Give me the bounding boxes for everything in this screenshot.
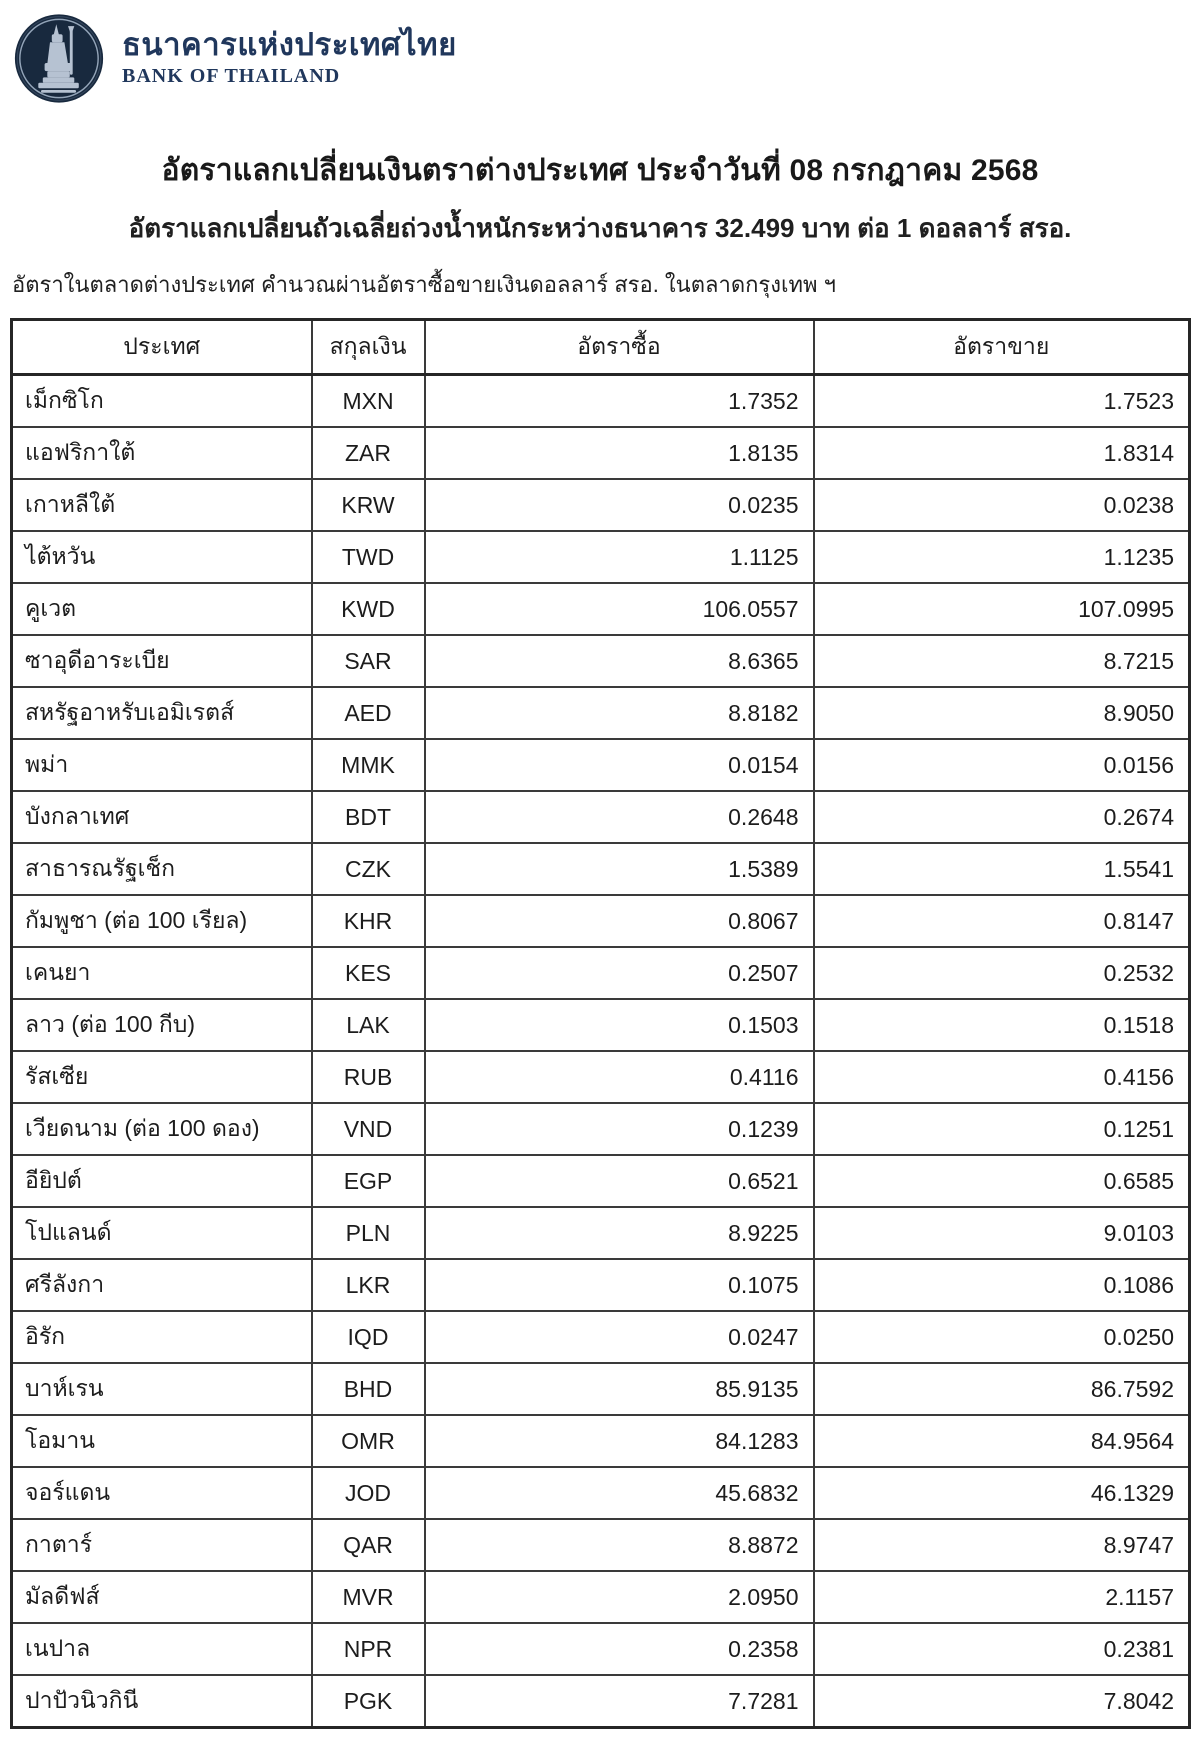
sell-rate-cell: 0.2674	[814, 791, 1190, 843]
buy-rate-cell: 0.0235	[425, 479, 814, 531]
buy-rate-cell: 0.1503	[425, 999, 814, 1051]
buy-rate-cell: 0.4116	[425, 1051, 814, 1103]
table-row	[12, 531, 1190, 583]
currency-code-cell: MVR	[312, 1571, 425, 1623]
buy-rate-cell: 0.6521	[425, 1155, 814, 1207]
sell-rate-cell: 0.2381	[814, 1623, 1190, 1675]
country-cell: บังกลาเทศ	[12, 791, 312, 843]
country-cell: โปแลนด์	[12, 1207, 312, 1259]
buy-rate-cell: 7.7281	[425, 1675, 814, 1728]
country-cell: เวียดนาม (ต่อ 100 ดอง)	[12, 1103, 312, 1155]
table-row	[12, 1623, 1190, 1675]
table-row	[12, 843, 1190, 895]
country-cell: สาธารณรัฐเช็ก	[12, 843, 312, 895]
currency-code-cell: BDT	[312, 791, 425, 843]
buy-rate-cell: 0.8067	[425, 895, 814, 947]
currency-code-cell: PGK	[312, 1675, 425, 1728]
table-header-row	[12, 320, 1190, 375]
table-row	[12, 479, 1190, 531]
page-title: อัตราแลกเปลี่ยนเงินตราต่างประเทศ ประจำวันที่ 08 กรกฎาคม 2568	[161, 154, 1039, 187]
currency-code-cell: KHR	[312, 895, 425, 947]
sell-rate-cell: 8.9050	[814, 687, 1190, 739]
sell-rate-cell: 0.1086	[814, 1259, 1190, 1311]
country-cell: ไต้หวัน	[12, 531, 312, 583]
table-row	[12, 1363, 1190, 1415]
buy-rate-cell: 0.2648	[425, 791, 814, 843]
column-header-currency: สกุลเงิน	[312, 320, 425, 375]
table-row	[12, 427, 1190, 479]
sell-rate-cell: 1.5541	[814, 843, 1190, 895]
currency-code-cell: VND	[312, 1103, 425, 1155]
buy-rate-cell: 8.9225	[425, 1207, 814, 1259]
sell-rate-cell: 8.9747	[814, 1519, 1190, 1571]
buy-rate-cell: 0.1239	[425, 1103, 814, 1155]
exchange-rate-table	[10, 318, 1191, 1729]
table-row	[12, 1519, 1190, 1571]
country-cell: กัมพูชา (ต่อ 100 เรียล)	[12, 895, 312, 947]
sell-rate-cell: 0.0250	[814, 1311, 1190, 1363]
table-row	[12, 1311, 1190, 1363]
sell-rate-cell: 0.0238	[814, 479, 1190, 531]
bank-of-thailand-logo	[14, 12, 104, 105]
country-cell: กาตาร์	[12, 1519, 312, 1571]
country-cell: บาห์เรน	[12, 1363, 312, 1415]
country-cell: ลาว (ต่อ 100 กีบ)	[12, 999, 312, 1051]
table-row	[12, 1155, 1190, 1207]
bank-header	[0, 0, 1200, 107]
table-row	[12, 947, 1190, 999]
buy-rate-cell: 0.2507	[425, 947, 814, 999]
country-cell: จอร์แดน	[12, 1467, 312, 1519]
country-cell: สหรัฐอาหรับเอมิเรตส์	[12, 687, 312, 739]
country-cell: เกาหลีใต้	[12, 479, 312, 531]
country-cell: เม็กซิโก	[12, 375, 312, 428]
sell-rate-cell: 2.1157	[814, 1571, 1190, 1623]
table-row	[12, 1467, 1190, 1519]
bank-name-block	[122, 28, 457, 87]
currency-code-cell: NPR	[312, 1623, 425, 1675]
table-row	[12, 375, 1190, 428]
sell-rate-cell: 9.0103	[814, 1207, 1190, 1259]
currency-code-cell: OMR	[312, 1415, 425, 1467]
table-row	[12, 1571, 1190, 1623]
currency-code-cell: MXN	[312, 375, 425, 428]
currency-code-cell: KRW	[312, 479, 425, 531]
buy-rate-cell: 84.1283	[425, 1415, 814, 1467]
table-row	[12, 999, 1190, 1051]
table-row	[12, 583, 1190, 635]
currency-code-cell: LAK	[312, 999, 425, 1051]
table-row	[12, 635, 1190, 687]
country-cell: รัสเซีย	[12, 1051, 312, 1103]
table-row	[12, 895, 1190, 947]
column-header-sell-rate: อัตราขาย	[814, 320, 1190, 375]
currency-code-cell: KWD	[312, 583, 425, 635]
buy-rate-cell: 0.1075	[425, 1259, 814, 1311]
sell-rate-cell: 0.4156	[814, 1051, 1190, 1103]
bank-name-english: BANK OF THAILAND	[122, 65, 341, 88]
currency-code-cell: RUB	[312, 1051, 425, 1103]
page-subtitle: อัตราแลกเปลี่ยนถัวเฉลี่ยถ่วงน้ำหนักระหว่างธนาคาร 32.499 บาท ต่อ 1 ดอลลาร์ สรอ.	[128, 213, 1072, 243]
currency-code-cell: QAR	[312, 1519, 425, 1571]
table-row	[12, 1259, 1190, 1311]
buy-rate-cell: 8.8182	[425, 687, 814, 739]
buy-rate-cell: 8.8872	[425, 1519, 814, 1571]
country-cell: ปาปัวนิวกินี	[12, 1675, 312, 1728]
buy-rate-cell: 1.1125	[425, 531, 814, 583]
currency-code-cell: PLN	[312, 1207, 425, 1259]
sell-rate-cell: 0.8147	[814, 895, 1190, 947]
country-cell: ซาอุดีอาระเบีย	[12, 635, 312, 687]
market-note: อัตราในตลาดต่างประเทศ คำนวณผ่านอัตราซื้อขายเงินดอลลาร์ สรอ. ในตลาดกรุงเทพ ฯ	[12, 272, 836, 297]
currency-code-cell: JOD	[312, 1467, 425, 1519]
sell-rate-cell: 1.7523	[814, 375, 1190, 428]
currency-code-cell: TWD	[312, 531, 425, 583]
country-cell: เคนยา	[12, 947, 312, 999]
sell-rate-cell: 1.8314	[814, 427, 1190, 479]
buy-rate-cell: 1.7352	[425, 375, 814, 428]
currency-code-cell: AED	[312, 687, 425, 739]
currency-code-cell: ZAR	[312, 427, 425, 479]
country-cell: มัลดีฟส์	[12, 1571, 312, 1623]
table-row	[12, 687, 1190, 739]
sell-rate-cell: 0.6585	[814, 1155, 1190, 1207]
buy-rate-cell: 1.8135	[425, 427, 814, 479]
sell-rate-cell: 0.1251	[814, 1103, 1190, 1155]
table-row	[12, 739, 1190, 791]
sell-rate-cell: 46.1329	[814, 1467, 1190, 1519]
currency-code-cell: KES	[312, 947, 425, 999]
logo-figure-icon	[14, 12, 104, 105]
country-cell: อิรัก	[12, 1311, 312, 1363]
sell-rate-cell: 86.7592	[814, 1363, 1190, 1415]
currency-code-cell: MMK	[312, 739, 425, 791]
sell-rate-cell: 84.9564	[814, 1415, 1190, 1467]
sell-rate-cell: 0.2532	[814, 947, 1190, 999]
sell-rate-cell: 0.0156	[814, 739, 1190, 791]
sell-rate-cell: 1.1235	[814, 531, 1190, 583]
buy-rate-cell: 85.9135	[425, 1363, 814, 1415]
table-row	[12, 1207, 1190, 1259]
country-cell: แอฟริกาใต้	[12, 427, 312, 479]
buy-rate-cell: 106.0557	[425, 583, 814, 635]
table-row	[12, 791, 1190, 843]
country-cell: โอมาน	[12, 1415, 312, 1467]
column-header-buy-rate: อัตราซื้อ	[425, 320, 814, 375]
rate-table-body	[12, 375, 1190, 1728]
sell-rate-cell: 0.1518	[814, 999, 1190, 1051]
table-row	[12, 1675, 1190, 1728]
country-cell: ศรีลังกา	[12, 1259, 312, 1311]
table-row	[12, 1103, 1190, 1155]
country-cell: คูเวต	[12, 583, 312, 635]
bank-name-thai: ธนาคารแห่งประเทศไทย	[122, 27, 457, 63]
buy-rate-cell: 0.0247	[425, 1311, 814, 1363]
country-cell: เนปาล	[12, 1623, 312, 1675]
sell-rate-cell: 8.7215	[814, 635, 1190, 687]
country-cell: พม่า	[12, 739, 312, 791]
currency-code-cell: IQD	[312, 1311, 425, 1363]
buy-rate-cell: 0.0154	[425, 739, 814, 791]
buy-rate-cell: 8.6365	[425, 635, 814, 687]
column-header-country: ประเทศ	[12, 320, 312, 375]
buy-rate-cell: 1.5389	[425, 843, 814, 895]
sell-rate-cell: 107.0995	[814, 583, 1190, 635]
buy-rate-cell: 2.0950	[425, 1571, 814, 1623]
currency-code-cell: CZK	[312, 843, 425, 895]
sell-rate-cell: 7.8042	[814, 1675, 1190, 1728]
country-cell: อียิปต์	[12, 1155, 312, 1207]
table-row	[12, 1415, 1190, 1467]
buy-rate-cell: 45.6832	[425, 1467, 814, 1519]
currency-code-cell: BHD	[312, 1363, 425, 1415]
currency-code-cell: SAR	[312, 635, 425, 687]
table-row	[12, 1051, 1190, 1103]
buy-rate-cell: 0.2358	[425, 1623, 814, 1675]
currency-code-cell: LKR	[312, 1259, 425, 1311]
currency-code-cell: EGP	[312, 1155, 425, 1207]
